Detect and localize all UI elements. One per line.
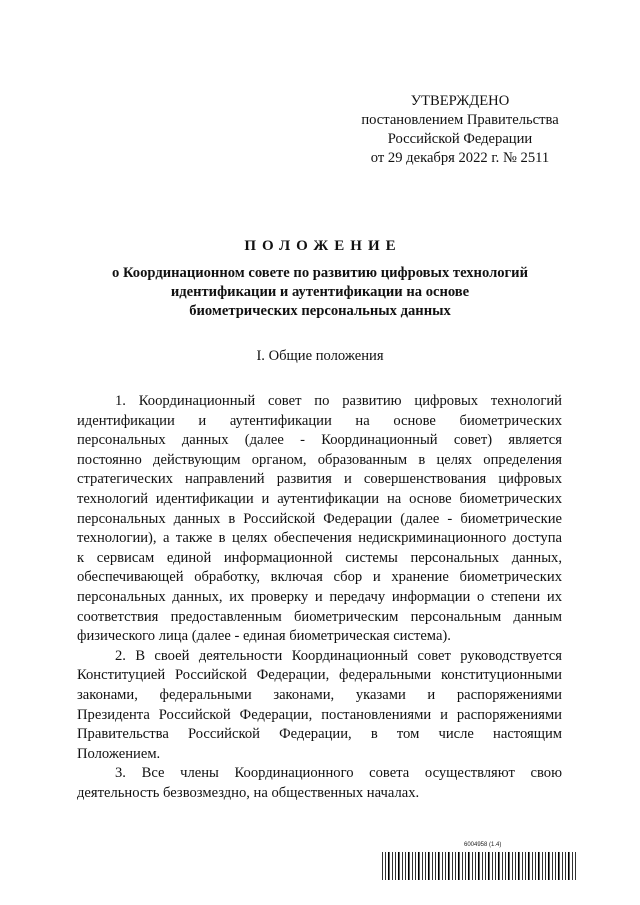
text-line: 3. Все члены Координационного совета осуществляют свою — [115, 765, 562, 782]
approval-stamp — [340, 92, 580, 168]
subtitle-line: о Координационном совете по развитию цифровых технологий — [112, 265, 528, 281]
barcode-label: 6004958 (1.4) — [464, 842, 502, 848]
text-line: физического лица (далее - единая биометрическая система). — [77, 628, 451, 645]
barcode-icon — [380, 852, 580, 882]
paragraph-3 — [77, 764, 562, 803]
subtitle-line: идентификации и аутентификации на основе — [170, 284, 470, 300]
document-title: ПОЛОЖЕНИЕ — [244, 238, 402, 254]
text-line: к сервисам единой информационной системы персональных данных, — [77, 549, 562, 566]
text-line: Правительства Российской Федерации, в том числе настоящим — [77, 726, 562, 743]
paragraph-1 — [77, 392, 562, 647]
document-subtitle — [78, 264, 562, 321]
text-line: идентификации и аутентификации на основе биометрических — [77, 412, 562, 429]
approval-line: постановлением Правительства — [361, 112, 559, 128]
text-line: соответствия предоставленным биометрическим персональным данным — [77, 608, 562, 625]
text-line: персональных данных в Российской Федерации (далее - биометрические — [77, 510, 562, 527]
barcode — [380, 842, 580, 882]
section-heading: I. Общие положения — [256, 348, 384, 364]
text-line: технологии), а также в целях обеспечения недискриминационного доступа — [77, 530, 562, 547]
approval-line: от 29 декабря 2022 г. № 2511 — [370, 150, 550, 166]
text-line: стратегических направлений развития и совершенствования цифровых — [77, 471, 562, 488]
text-line: 1. Координационный совет по развитию цифровых технологий — [115, 393, 562, 409]
text-line: 2. В своей деятельности Координационный совет руководствуется — [115, 647, 562, 664]
subtitle-line: биометрических персональных данных — [189, 303, 451, 319]
document-body — [77, 392, 562, 803]
text-line: законами, федеральными законами, указами и распоряжениями — [77, 686, 562, 703]
approval-line: УТВЕРЖДЕНО — [410, 93, 510, 109]
paragraph-2 — [77, 647, 562, 765]
text-line: Президента Российской Федерации, постановлениями и распоряжениями — [77, 706, 562, 723]
text-line: персональных данных, их проверку и передачу информации о степени их — [77, 588, 562, 605]
approval-line: Российской Федерации — [387, 131, 533, 147]
text-line: постоянно действующим органом, образованным в целях определения — [77, 451, 562, 468]
text-line: деятельность безвозмездно, на общественных началах. — [77, 784, 420, 801]
text-line: Положением. — [77, 745, 161, 762]
text-line: персональных данных (далее - Координационный совет) является — [77, 432, 562, 449]
text-line: технологий идентификации и аутентификации на основе биометрических — [77, 490, 562, 507]
text-line: обеспечивающей обработку, включая сбор и хранение биометрических — [77, 569, 562, 586]
text-line: Конституцией Российской Федерации, федеральными конституционными — [77, 667, 562, 684]
